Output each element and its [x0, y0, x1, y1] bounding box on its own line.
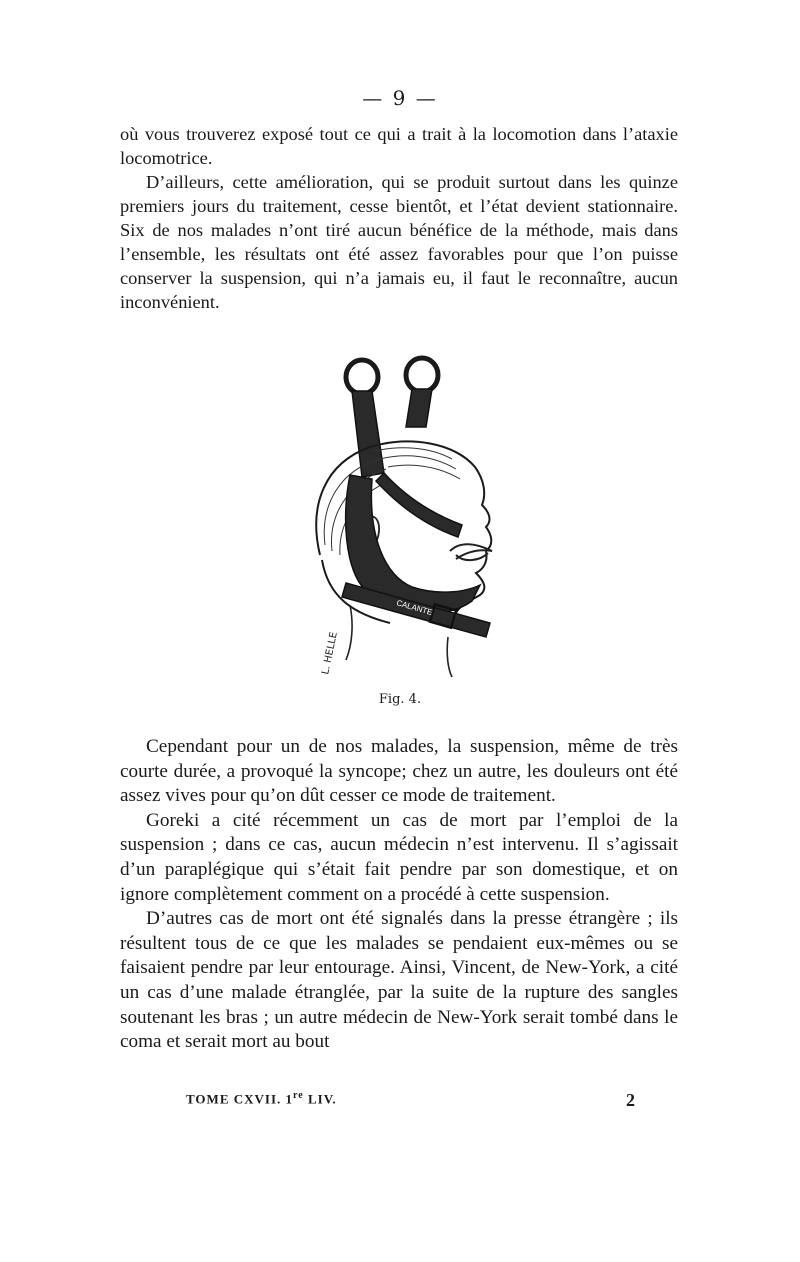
engraver-signature: L. HELLE	[320, 631, 340, 676]
paragraph: Cependant pour un de nos malades, la suspension, même de très courte durée, a provoqué la syncope; chez un autre, les douleurs ont été assez vives pour qu’on dût cesser ce mode de traitement.	[120, 736, 678, 807]
collar-label: CALANTE	[395, 598, 434, 618]
footer-issue-sup: re	[293, 1090, 304, 1101]
suspension-straps	[352, 389, 432, 477]
paragraph: D’ailleurs, cette amélioration, qui se produit surtout dans les quinze premiers jours du traitement, cesse bientôt, et l’état devient stationnaire. Six de nos malades n’ont tiré aucun bénéfice de la méthode, mais dans l’ensemble, les résultats ont été assez favorables pour que l’on puisse conserver la suspension, qui n’a jamais eu, il faut le reconnaître, aucun inconvénient.	[120, 172, 678, 312]
signature-mark: 2	[626, 1090, 636, 1110]
paragraph: où vous trouverez exposé tout ce qui a trait à la locomotion dans l’ataxie locomotrice.	[120, 124, 678, 168]
paragraph: D’autres cas de mort ont été signalés dans la presse étrangère ; ils résultent tous de ce que les malades se pendaient eux-mêmes ou se faisaient pendre par leur entourage. Ainsi, Vincent, de New-York, a cité un cas d’une malade étranglée, par la suite de la rupture des sangles soutenant les bras ; un autre médecin de New-York serait tombé dans le coma et serait mort au bout	[120, 908, 678, 1053]
suspension-head-harness-illustration	[280, 355, 530, 690]
footer-issue-num: 1	[285, 1091, 294, 1107]
hair-strokes	[324, 448, 460, 555]
page-number: — 9 —	[362, 86, 438, 110]
paragraph: Goreki a cité récemment un cas de mort par l’emploi de la suspension ; dans ce cas, aucun médecin n’est intervenu. Il s’agissait d’un paraplégique qui s’était fait pendre par son domestique, et on ignore complètement comment on a procédé à cette suspension.	[120, 809, 678, 905]
text-block-top	[120, 122, 678, 314]
text-block-bottom	[120, 735, 678, 1055]
figure-caption: Fig. 4.	[378, 692, 422, 707]
footer-issue-suffix: LIV.	[307, 1091, 337, 1107]
footer-volume: TOME CXVII.	[186, 1091, 282, 1107]
page-footer	[186, 1090, 646, 1110]
